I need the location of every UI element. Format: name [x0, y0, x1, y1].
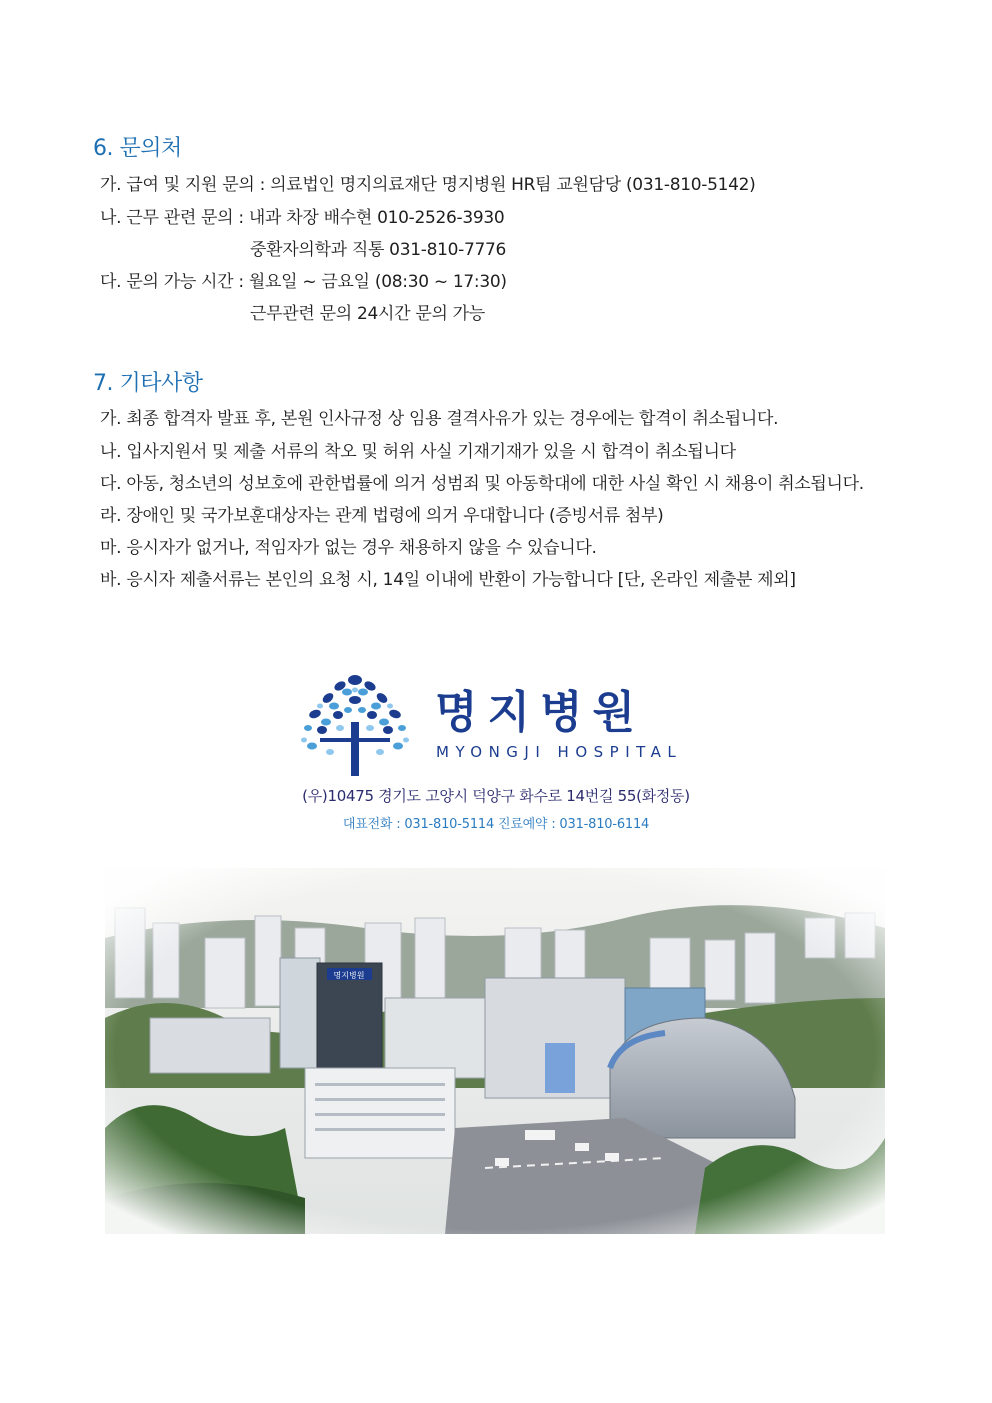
item-text: 장애인 및 국가보훈대상자는 관계 법령에 의거 우대합니다 (증빙서류 첨부) — [126, 506, 664, 526]
logo-name-korean: 명지병원 — [435, 687, 646, 738]
item-marker: 나. — [100, 442, 122, 462]
item-text: 입사지원서 및 제출 서류의 착오 및 허위 사실 기재기재가 있을 시 합격이 취소됩니다 — [126, 442, 736, 462]
item-text: 중환자의학과 직통 031-810-7776 — [250, 240, 507, 260]
logo-name-english: MYONGJI HOSPITAL — [436, 743, 683, 761]
item-text: 최종 합격자 발표 후, 본원 인사규정 상 임용 결격사유가 있는 경우에는 합격이 취소됩니다. — [126, 409, 779, 429]
notice-item — [100, 565, 796, 590]
item-text: 근무관련 문의 24시간 문의 가능 — [250, 304, 485, 324]
notice-item — [100, 533, 597, 558]
tree-logo-icon — [300, 670, 410, 778]
notice-item — [100, 469, 864, 494]
item-text: 응시자가 없거나, 적임자가 없는 경우 채용하지 않을 수 있습니다. — [126, 538, 597, 558]
section-6-title: 6. 문의처 — [93, 136, 182, 161]
hospital-aerial-photo — [105, 868, 885, 1234]
item-marker: 바. — [100, 570, 122, 590]
item-marker: 라. — [100, 506, 122, 526]
contact-item-work-icu — [250, 235, 506, 260]
contact-item-pay — [100, 170, 755, 195]
hospital-phones: 대표전화 : 031-810-5114 진료예약 : 031-810-6114 — [342, 817, 650, 832]
hospital-logo — [300, 670, 700, 780]
item-text: 응시자 제출서류는 본인의 요청 시, 14일 이내에 반환이 가능합니다 [단, 온라인 제출분 제외] — [126, 570, 796, 590]
contact-item-hours-24h — [250, 299, 485, 324]
item-marker: 나. — [100, 208, 122, 228]
hospital-address: (우)10475 경기도 고양시 덕양구 화수로 14번길 55(화정동) — [302, 787, 690, 805]
contact-item-hours — [100, 267, 507, 292]
item-marker: 다. — [100, 474, 122, 494]
item-text: 근무 관련 문의 : 내과 차장 배수현 010-2526-3930 — [126, 208, 505, 228]
item-text: 아동, 청소년의 성보호에 관한법률에 의거 성범죄 및 아동학대에 대한 사실 확인 시 채용이 취소됩니다. — [126, 474, 864, 494]
notice-item — [100, 437, 736, 462]
contact-item-work — [100, 203, 504, 228]
notice-item — [100, 404, 778, 429]
item-text: 급여 및 지원 문의 : 의료법인 명지의료재단 명지병원 HR팀 교원담당 (031-810-5142) — [126, 175, 756, 195]
item-marker: 다. — [100, 272, 122, 292]
item-marker: 가. — [100, 175, 122, 195]
notice-item — [100, 501, 664, 526]
item-marker: 마. — [100, 538, 122, 558]
section-7-title: 7. 기타사항 — [93, 371, 203, 396]
item-text: 문의 가능 시간 : 월요일 ~ 금요일 (08:30 ~ 17:30) — [126, 272, 507, 292]
item-marker: 가. — [100, 409, 122, 429]
